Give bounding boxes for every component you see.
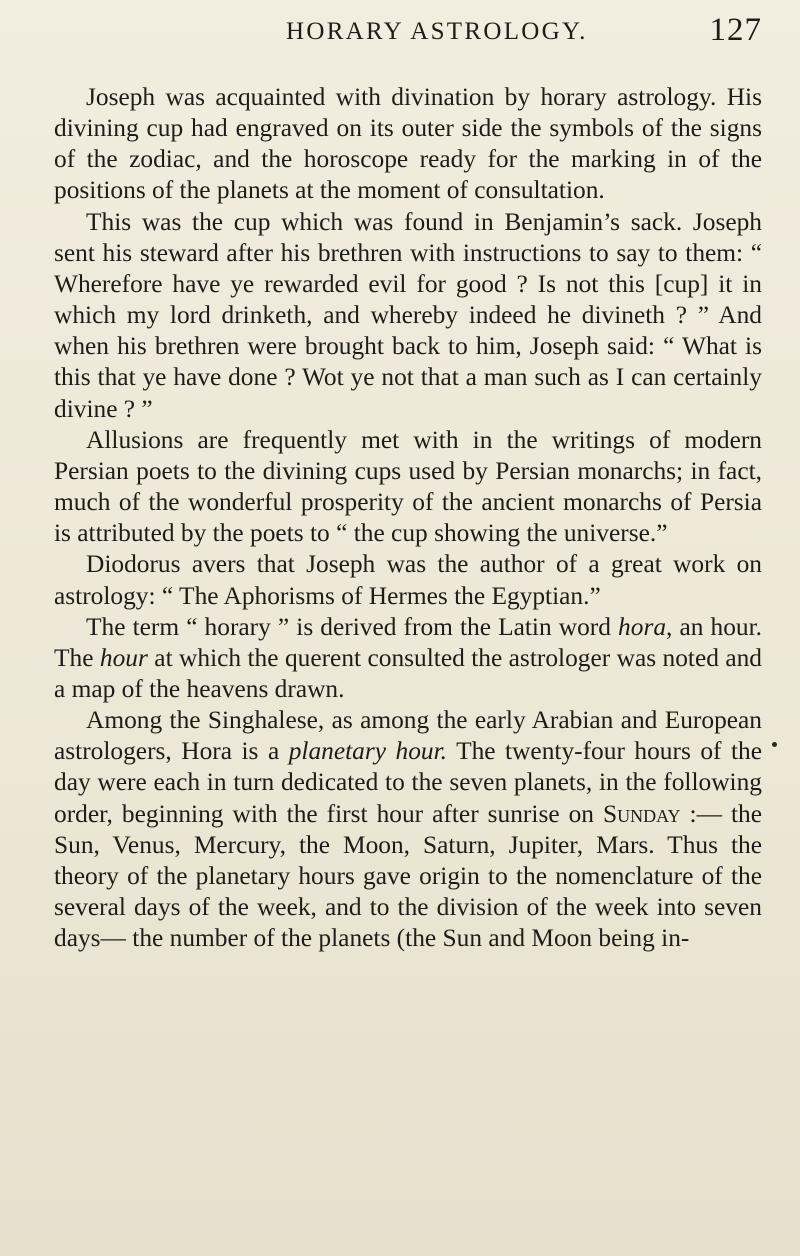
paragraph-term-horary (54, 612, 762, 705)
singhalese-text-2: The twenty-four hours of the day were each in turn dedicated to the seven planets, in the following order, beginning with the first hour after sunrise on (54, 737, 762, 828)
paragraph-diodorus: Diodorus avers that Joseph was the author of a great work on astrology: “ The Aphorisms of Hermes the Egyptian.” (54, 550, 762, 610)
page-number: 127 (709, 12, 762, 48)
horary-italic-hour: hour (99, 643, 148, 672)
margin-ink-dot (772, 742, 777, 747)
horary-text-3: at which the querent consulted the astrologer was noted and a map of the heavens drawn. (54, 643, 763, 703)
running-header (282, 14, 782, 50)
body-text (54, 82, 762, 954)
paragraph-benjamin-sack: This was the cup which was found in Benjamin’s sack. Joseph sent his steward after his brethren with instructions to say to them: “ Wherefore have ye rewarded evil for good ? Is not this [cup] it in which my lord drinketh, and whereby indeed he divineth ? ” And when his brethren were brought back to him, Joseph said: “ What is this that ye have done ? Wot ye not that a man such as I can certainly divine ? ” (54, 207, 762, 423)
running-title: HORARY ASTROLOGY. (286, 18, 588, 45)
paragraph-persian-poets: Allusions are frequently met with in the writings of modern Persian poets to the divining cups used by Persian monarchs; in fact, much of the wonderful prosperity of the ancient monarchs of Persia is attributed by the poets to “ the cup showing the universe.” (54, 425, 762, 548)
singhalese-text-1: Among the Singhalese, as among the early Arabian and European astrologers, Hora is a (54, 706, 762, 766)
horary-text-1: The term “ horary ” is derived from the Latin word (86, 612, 619, 641)
horary-italic-hora: hora (618, 612, 667, 641)
singhalese-italic-planetary-hour: planetary hour. (288, 737, 448, 766)
horary-text-2: , an hour. The (54, 612, 763, 672)
paragraph-joseph-divination: Joseph was acquainted with divination by horary astrology. His divining cup had engraved on its outer side the symbols of the signs of the zodiac, and the horoscope ready for the marking in of the positions of the planets at the moment of consultation. (54, 83, 762, 205)
singhalese-text-3: :— the Sun, Venus, Mercury, the Moon, Saturn, Jupiter, Mars. Thus the theory of the planetary hours gave origin to the nomenclature of the several days of the week, and to the division of the week into seven days— the number of the planets (the Sun and Moon being in- (54, 799, 762, 953)
paragraph-singhalese (54, 705, 762, 954)
singhalese-small-caps-sunday: Sunday (603, 799, 681, 828)
